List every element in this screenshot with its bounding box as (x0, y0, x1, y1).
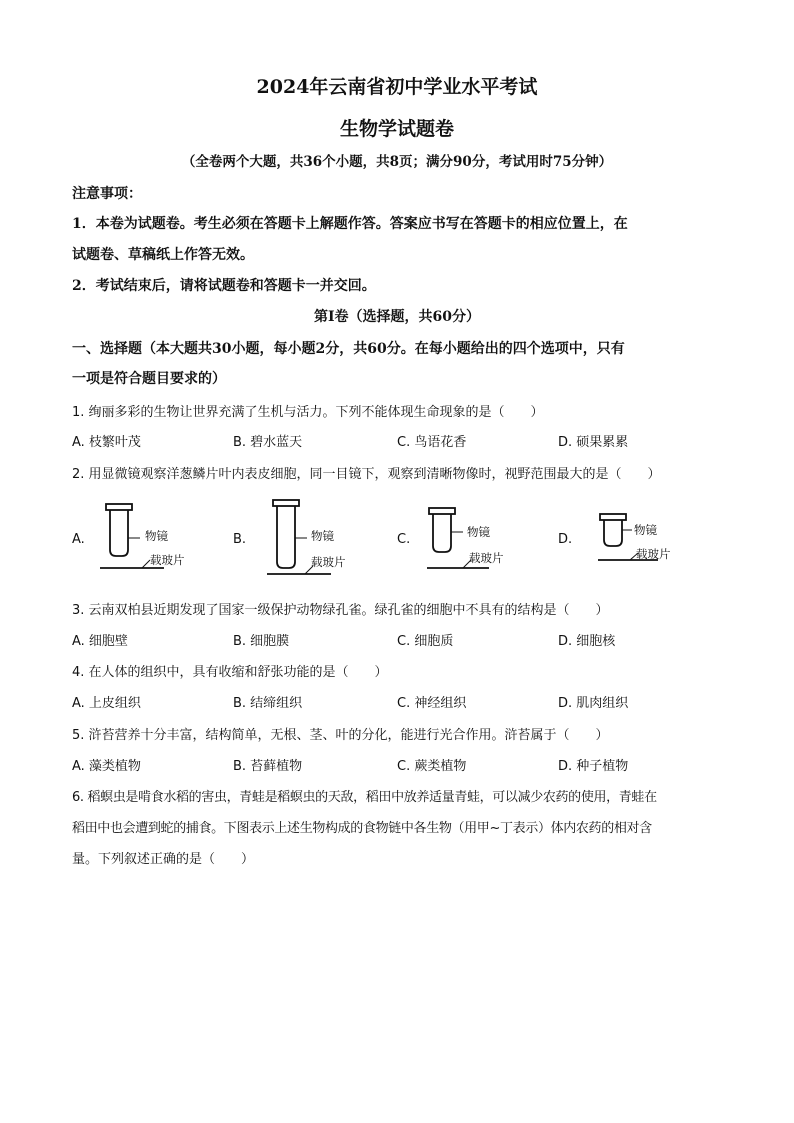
question-4-option-b: B. 结缔组织 (233, 696, 303, 711)
question-2-option-c-diagram (397, 498, 547, 578)
question-2-stem: 2. 用显微镜观察洋葱鳞片叶内表皮细胞，同一目镜下，观察到清晰物像时，视野范围最大的是（ ） (72, 467, 661, 482)
question-4-option-c: C. 神经组织 (397, 696, 467, 711)
question-2-option-b-objective-label: 物镜 (311, 529, 334, 543)
question-2-option-b-slide-label: 载玻片 (311, 555, 346, 569)
question-2-option-d-letter: D. (558, 532, 573, 547)
paper-subtitle: 生物学试题卷 (339, 118, 454, 140)
question-3-option-d: D. 细胞核 (558, 634, 616, 649)
question-2-option-c-letter: C. (397, 532, 411, 547)
objective-lens-icon (233, 498, 383, 580)
question-3-option-a: A. 细胞壁 (72, 634, 128, 649)
question-2-option-a-slide-label: 载玻片 (150, 553, 185, 567)
question-5-option-c: C. 蕨类植物 (397, 759, 467, 774)
question-4-option-d: D. 肌肉组织 (558, 696, 629, 711)
question-6-stem-line-1: 6. 稻螟虫是啃食水稻的害虫，青蛙是稻螟虫的天敌，稻田中放养适量青蛙，可以减少农药的使用，青蛙在 (72, 790, 657, 805)
question-6-stem-line-3: 量。下列叙述正确的是（ ） (72, 852, 255, 867)
question-4-option-a: A. 上皮组织 (72, 696, 141, 711)
question-5-option-a: A. 藻类植物 (72, 759, 141, 774)
question-2-option-b-letter: B. (233, 532, 247, 547)
question-1-option-a: A. 枝繁叶茂 (72, 435, 141, 450)
question-1-stem: 1. 绚丽多彩的生物让世界充满了生机与活力。下列不能体现生命现象的是（ ） (72, 405, 544, 420)
section-1-instructions-line-1: 一、选择题（本大题共30小题，每小题2分，共60分。在每小题给出的四个选项中，只有 (72, 341, 625, 357)
exam-title: 2024年云南省初中学业水平考试 (256, 76, 538, 98)
question-3-stem: 3. 云南双柏县近期发现了国家一级保护动物绿孔雀。绿孔雀的细胞中不具有的结构是（ ） (72, 603, 609, 618)
notice-item-1-line-1: 1．本卷为试题卷。考生必须在答题卡上解题作答。答案应书写在答题卡的相应位置上，在 (72, 216, 628, 232)
notice-item-2: 2．考试结束后，请将试题卷和答题卡一并交回。 (72, 278, 376, 294)
question-2-option-a-diagram (72, 498, 222, 578)
question-2-option-a-letter: A. (72, 532, 85, 547)
question-2-option-c-objective-label: 物镜 (467, 525, 490, 539)
notice-heading: 注意事项： (72, 186, 142, 202)
objective-lens-icon (558, 498, 718, 578)
question-4-stem: 4. 在人体的组织中，具有收缩和舒张功能的是（ ） (72, 665, 388, 680)
question-5-option-d: D. 种子植物 (558, 759, 629, 774)
notice-item-1-line-2: 试题卷、草稿纸上作答无效。 (72, 247, 254, 263)
question-1-option-c: C. 鸟语花香 (397, 435, 467, 450)
exam-info-note: （全卷两个大题，共36个小题，共8页；满分90分，考试用时75分钟） (181, 154, 613, 170)
question-3-option-b: B. 细胞膜 (233, 634, 290, 649)
question-5-stem: 5. 浒苔营养十分丰富，结构简单，无根、茎、叶的分化，能进行光合作用。浒苔属于（ ） (72, 728, 609, 743)
question-2-option-a-objective-label: 物镜 (145, 529, 168, 543)
question-1-option-b: B. 碧水蓝天 (233, 435, 303, 450)
section-1-instructions-line-2: 一项是符合题目要求的） (72, 371, 226, 387)
question-2-option-d-slide-label: 载玻片 (636, 547, 671, 561)
question-2-option-d-diagram (558, 498, 718, 578)
part-1-title: 第Ⅰ卷（选择题，共60分） (313, 309, 481, 325)
question-2-option-b-diagram (233, 498, 383, 580)
question-1-option-d: D. 硕果累累 (558, 435, 629, 450)
question-5-option-b: B. 苔藓植物 (233, 759, 303, 774)
question-2-option-c-slide-label: 载玻片 (469, 551, 504, 565)
question-6-stem-line-2: 稻田中也会遭到蛇的捕食。下图表示上述生物构成的食物链中各生物（用甲~丁表示）体内农药的相对含 (72, 821, 652, 836)
question-3-option-c: C. 细胞质 (397, 634, 454, 649)
question-2-option-d-objective-label: 物镜 (634, 523, 657, 537)
